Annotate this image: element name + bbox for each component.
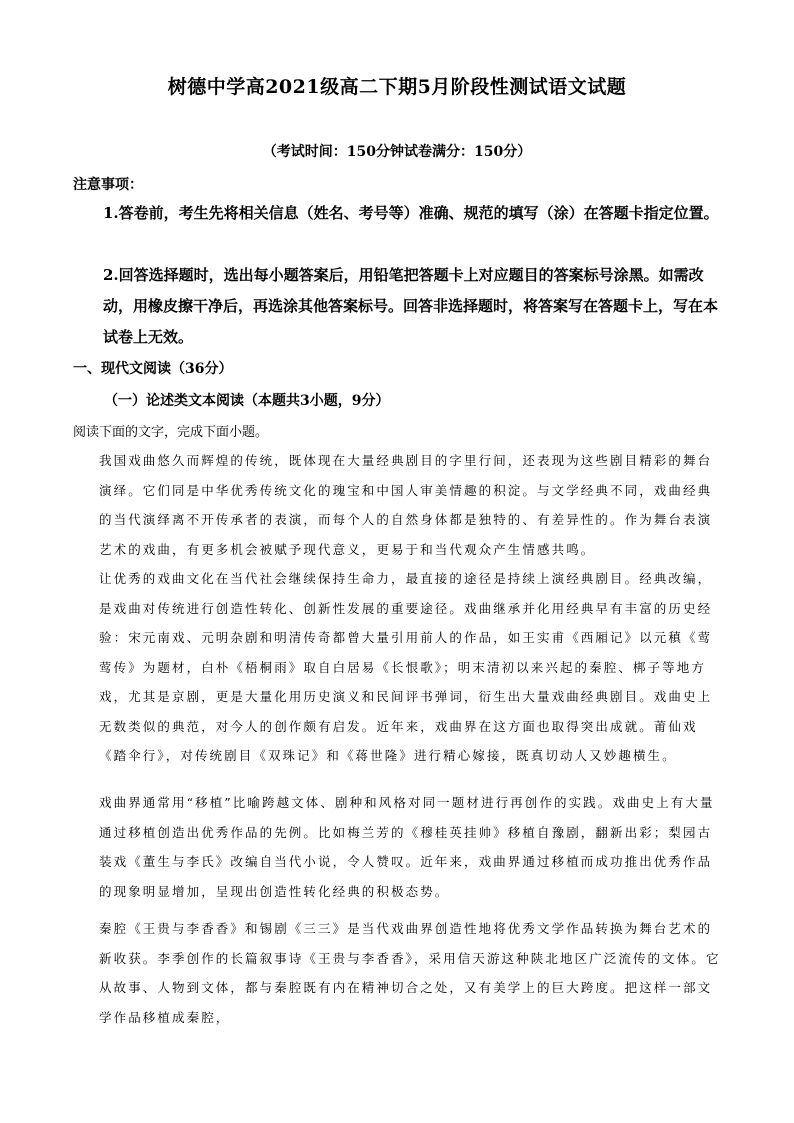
paragraph-text: 我国戏曲悠久而辉煌的传统，既体现在大量经典剧目的字里行间，还表现为这些剧目精彩的舞台演绎。它们同是中华优秀传统文化的瑰宝和中国人审美情趣的积淀。与文学经典不同，戏曲经典的当代演绎离不开传承者的表演，而每个人的自然身体都是独特的、有差异性的。作为舞台表演艺术的戏曲，有更多机会被赋予现代意义，更易于和当代观众产生情感共鸣。	[99, 453, 713, 557]
passage-paragraph-2	[73, 564, 721, 771]
paragraph-text: 戏曲界通常用“移植”比喻跨越文体、剧种和风格对同一题材进行再创作的实践。戏曲史上有大量通过移植创造出优秀作品的先例。比如梅兰芳的《穆桂英挂帅》移植自豫剧，翻新出彩；梨园古装戏《董生与李氏》改编自当代小说，令人赞叹。近年来，戏曲界通过移植而成功推出优秀作品的现象明显增加，呈现出创造性转化经典的积极态势。	[99, 795, 715, 899]
paragraph-text: 让优秀的戏曲文化在当代社会继续保持生命力，最直接的途径是持续上演经典剧目。经典改编，是戏曲对传统进行创造性转化、创新性发展的重要途径。戏曲继承并化用经典早有丰富的历史经验：宋元南戏、元明杂剧和明清传奇都曾大量引用前人的作品，如王实甫《西厢记》以元稹《莺莺传》为题材，白朴《梧桐雨》取自白居易《长恨歌》；明末清初以来兴起的秦腔、梆子等地方戏，尤其是京剧，更是大量化用历史演义和民间评书弹词，衍生出大量戏曲经典剧目。戏曲史上无数类似的典范，对今人的创作颇有启发。近年来，戏曲界在这方面也取得突出成就。莆仙戏《踏伞行》，对传统剧目《双珠记》和《蒋世隆》进行精心嫁接，既真切动人又妙趣横生。	[99, 571, 713, 763]
section-heading: 一、现代文阅读（36分）	[73, 361, 233, 377]
exam-info: （考试时间：150分钟试卷满分：150分）	[262, 144, 532, 160]
notice-item-1	[73, 198, 723, 229]
subsection-heading: （一）论述类文本阅读（本题共3小题，9分）	[104, 393, 390, 409]
exam-title: 树德中学高2021级高二下期5月阶段性测试语文试题	[167, 76, 627, 98]
passage-paragraph-4	[73, 914, 721, 1032]
notice-text-2: 2.回答选择题时，选出每小题答案后，用铅笔把答题卡上对应题目的答案标号涂黑。如需改动，用橡皮擦干净后，再选涂其他答案标号。回答非选择题时，将答案写在答题卡上，写在本试卷上无效。	[103, 266, 719, 346]
notice-item-2	[73, 260, 723, 353]
notice-heading: 注意事项：	[73, 177, 143, 193]
passage-paragraph-1	[73, 446, 721, 564]
notice-text-1: 1.答卷前，考生先将相关信息（姓名、考号等）准确、规范的填写（涂）在答题卡指定位置。	[103, 204, 719, 222]
passage-paragraph-3	[73, 788, 721, 906]
paragraph-text: 秦腔《王贵与李香香》和锡剧《三三》是当代戏曲界创造性地将优秀文学作品转换为舞台艺术的新收获。李季创作的长篇叙事诗《王贵与李香香》，采用信天游这种陕北地区广泛流传的文体。它从故事、人物到文体，都与秦腔既有内在精神切合之处，又有美学上的巨大跨度。把这样一部文学作品移植成秦腔，	[99, 921, 721, 1025]
reading-instruction: 阅读下面的文字，完成下面小题。	[73, 425, 269, 440]
